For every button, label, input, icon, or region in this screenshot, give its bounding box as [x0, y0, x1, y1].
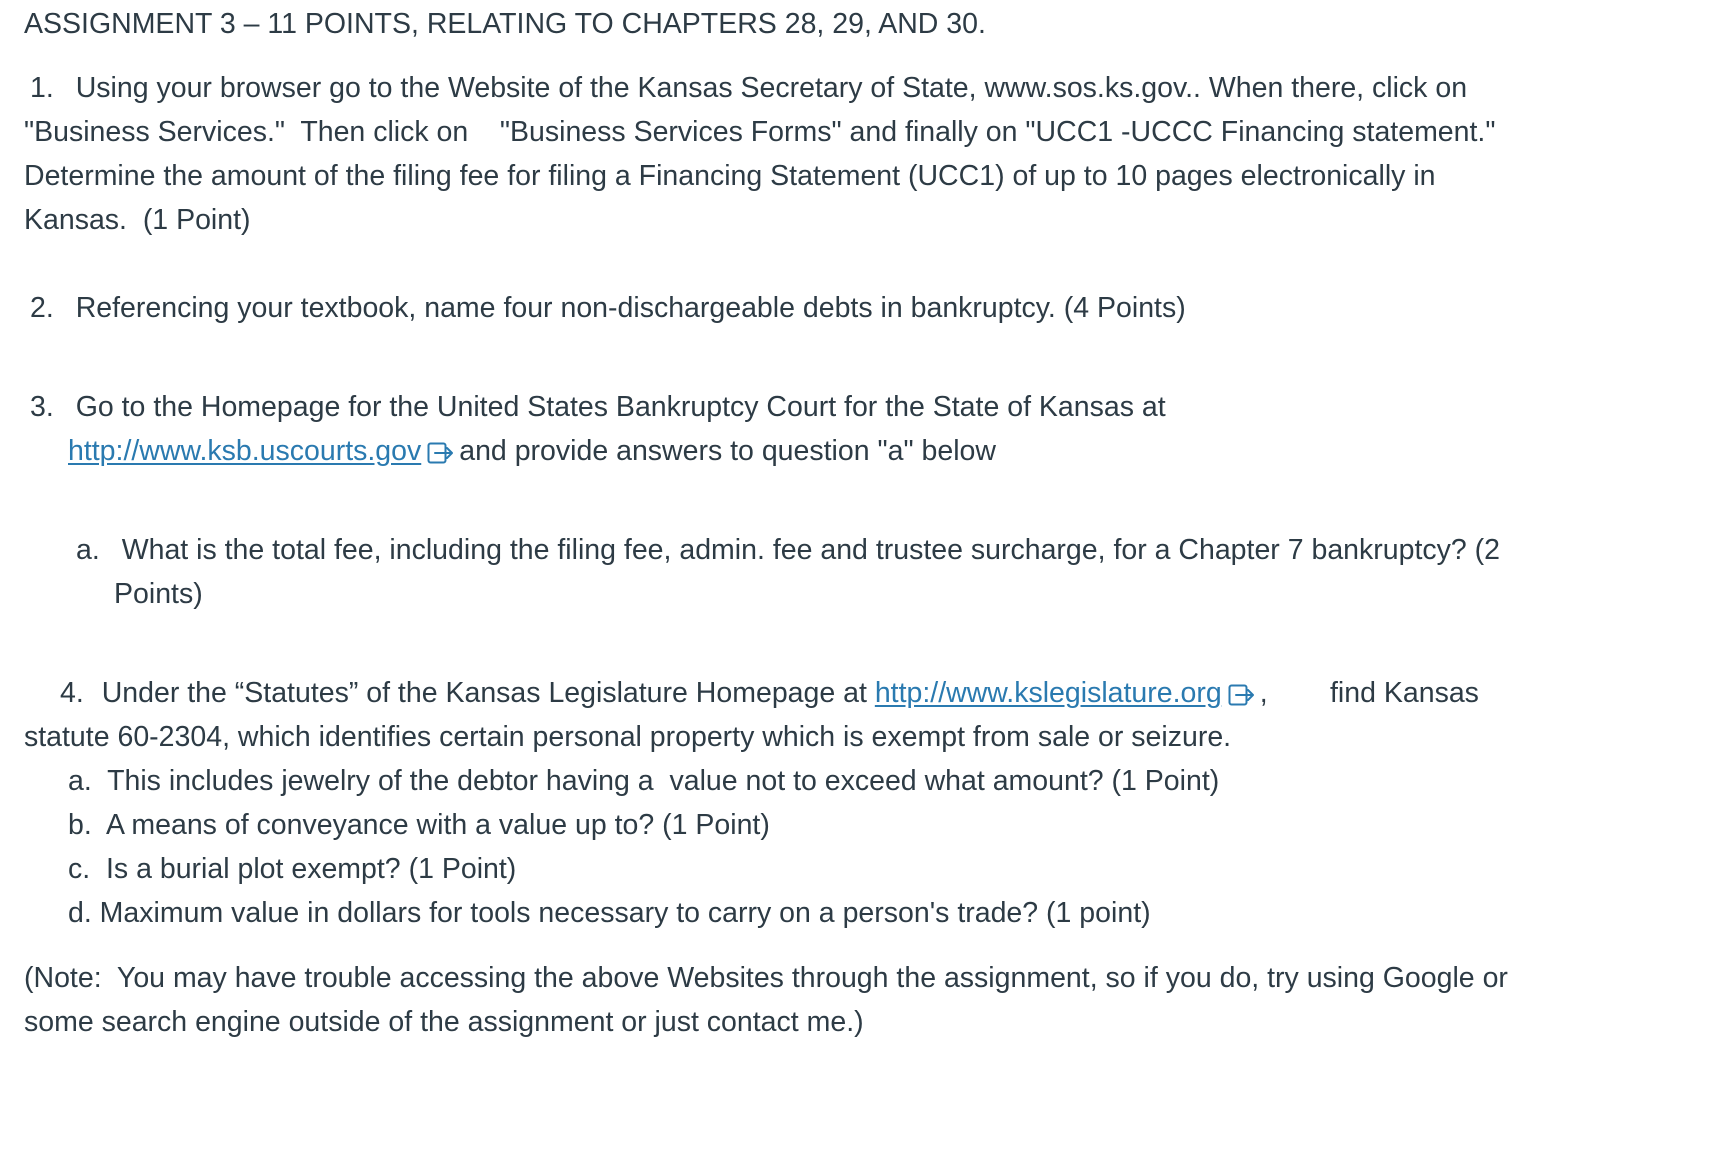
page-title: ASSIGNMENT 3 – 11 POINTS, RELATING TO CHAPTERS 28, 29, AND 30.	[24, 8, 986, 40]
q4-line-1	[60, 669, 1268, 717]
q3a-line-1	[76, 526, 1500, 574]
q1-line-4: Kansas. (1 Point)	[24, 204, 251, 236]
q1-text-1: Using your browser go to the Website of the Kansas Secretary of State, www.sos.ks.gov.. When there, click on	[75, 72, 1468, 104]
q4-line-1-end: find Kansas	[1330, 677, 1479, 709]
q3-line-1	[30, 383, 1166, 431]
q3-line-2	[68, 427, 996, 475]
q4-line-2: statute 60-2304, which identifies certain personal property which is exempt from sale or seizure.	[24, 721, 1232, 753]
q3-number: 3.	[30, 391, 54, 423]
external-link-icon[interactable]	[1228, 684, 1256, 706]
q4b-line: b. A means of conveyance with a value up to? (1 Point)	[68, 809, 770, 841]
q3a-line-2: Points)	[114, 578, 203, 610]
q2-number: 2.	[30, 292, 54, 324]
q2-line	[30, 284, 1186, 332]
q3a-text-1: What is the total fee, including the filing fee, admin. fee and trustee surcharge, for a Chapter 7 bankruptcy? (2	[121, 534, 1500, 566]
q4a-line: a. This includes jewelry of the debtor having a value not to exceed what amount? (1 Point)	[68, 765, 1220, 797]
external-link-icon[interactable]	[427, 442, 455, 464]
q4-number: 4.	[60, 677, 84, 709]
ksb-uscourts-link[interactable]: http://www.ksb.uscourts.gov	[68, 435, 422, 467]
kslegislature-link[interactable]: http://www.kslegislature.org	[874, 677, 1222, 709]
q1-line-3: Determine the amount of the filing fee for filing a Financing Statement (UCC1) of up to 10 pages electronically in	[24, 160, 1436, 192]
q3a-letter: a.	[76, 534, 100, 566]
q1-line-2: "Business Services." Then click on "Business Services Forms" and finally on "UCC1 -UCCC Financing statement."	[24, 116, 1496, 148]
q3-text-2: and provide answers to question "a" below	[459, 435, 996, 467]
q4-comma: ,	[1259, 677, 1268, 709]
note-line-2: some search engine outside of the assignment or just contact me.)	[24, 1006, 864, 1038]
q2-text: Referencing your textbook, name four non-dischargeable debts in bankruptcy. (4 Points)	[75, 292, 1186, 324]
q3-text-1: Go to the Homepage for the United States Bankruptcy Court for the State of Kansas at	[75, 391, 1166, 423]
note-line-1: (Note: You may have trouble accessing the above Websites through the assignment, so if you do, try using Google or	[24, 962, 1508, 994]
q4-text-1: Under the “Statutes” of the Kansas Legislature Homepage at	[101, 677, 867, 709]
q4c-line: c. Is a burial plot exempt? (1 Point)	[68, 853, 517, 885]
q4d-line: d. Maximum value in dollars for tools necessary to carry on a person's trade? (1 point)	[68, 897, 1151, 929]
q1-number: 1.	[30, 72, 54, 104]
q1-line-1	[30, 64, 1467, 112]
